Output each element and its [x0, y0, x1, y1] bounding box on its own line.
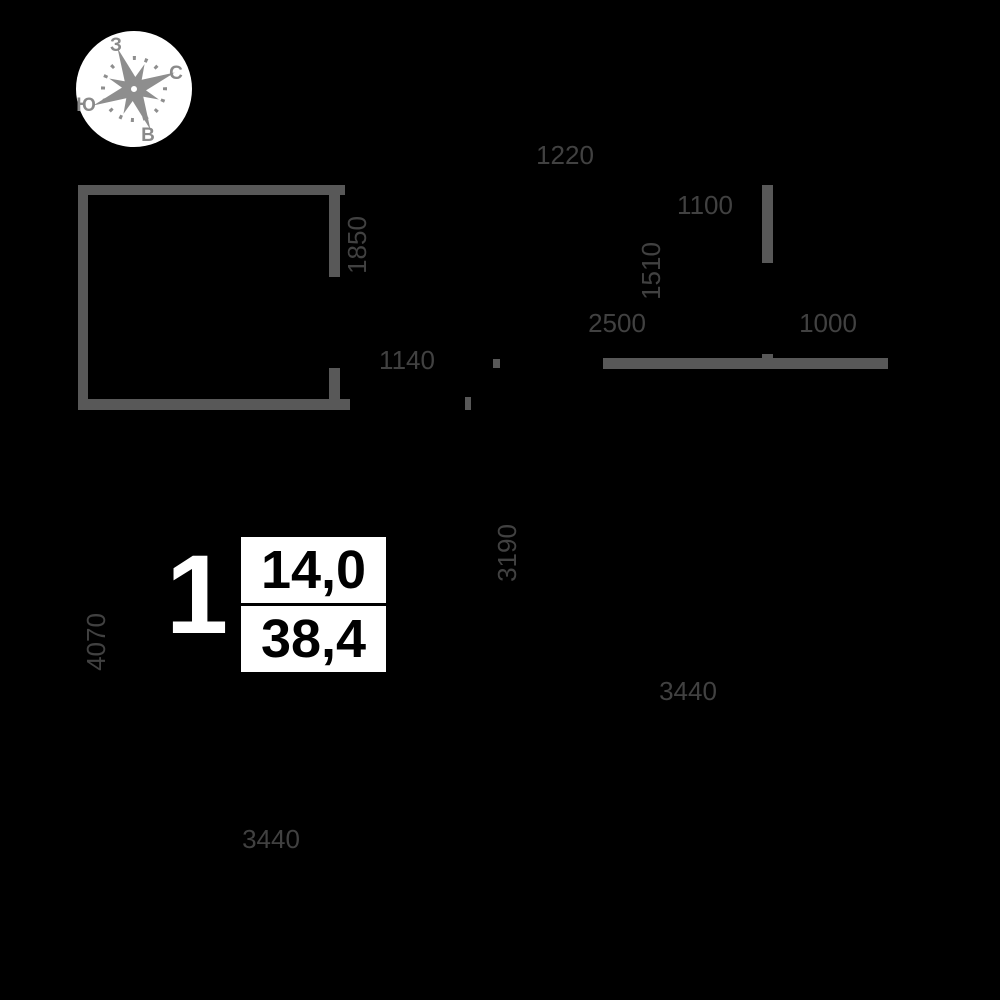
unit-number: 1	[165, 532, 229, 657]
compass-label-north: С	[169, 63, 183, 84]
dimension-label-1850: 1850	[342, 216, 372, 274]
dimension-label-1140: 1140	[379, 345, 435, 375]
dimension-label-1100: 1100	[677, 190, 733, 220]
wall-horizontal-long	[603, 358, 888, 369]
wall-room-left	[78, 185, 88, 410]
compass-icon	[74, 29, 194, 149]
wall-fragment-b	[465, 397, 471, 410]
dimension-label-1510: 1510	[636, 242, 666, 300]
dimension-label-4070: 4070	[81, 613, 111, 671]
compass-label-east: В	[141, 125, 155, 146]
area-info-box	[241, 537, 386, 672]
compass-label-west: З	[110, 35, 122, 56]
dimension-label-3190: 3190	[492, 524, 522, 582]
room-area-value: 14,0	[241, 537, 386, 606]
dimension-label-1220: 1220	[536, 140, 594, 170]
dimension-label-3440-bottom-left: 3440	[242, 824, 300, 854]
compass-label-south: Ю	[76, 95, 96, 116]
dimension-label-1000: 1000	[799, 308, 857, 338]
dimension-label-2500: 2500	[588, 308, 646, 338]
wall-fragment-a	[493, 359, 500, 368]
wall-room-right-lower	[329, 368, 340, 399]
wall-room-right-upper	[329, 194, 340, 277]
wall-upper-right-vertical	[762, 185, 773, 263]
total-area-value: 38,4	[260, 609, 367, 669]
wall-room-bottom	[78, 399, 350, 410]
dimension-label-3440-right: 3440	[659, 676, 717, 706]
wall-room-top	[78, 185, 345, 195]
